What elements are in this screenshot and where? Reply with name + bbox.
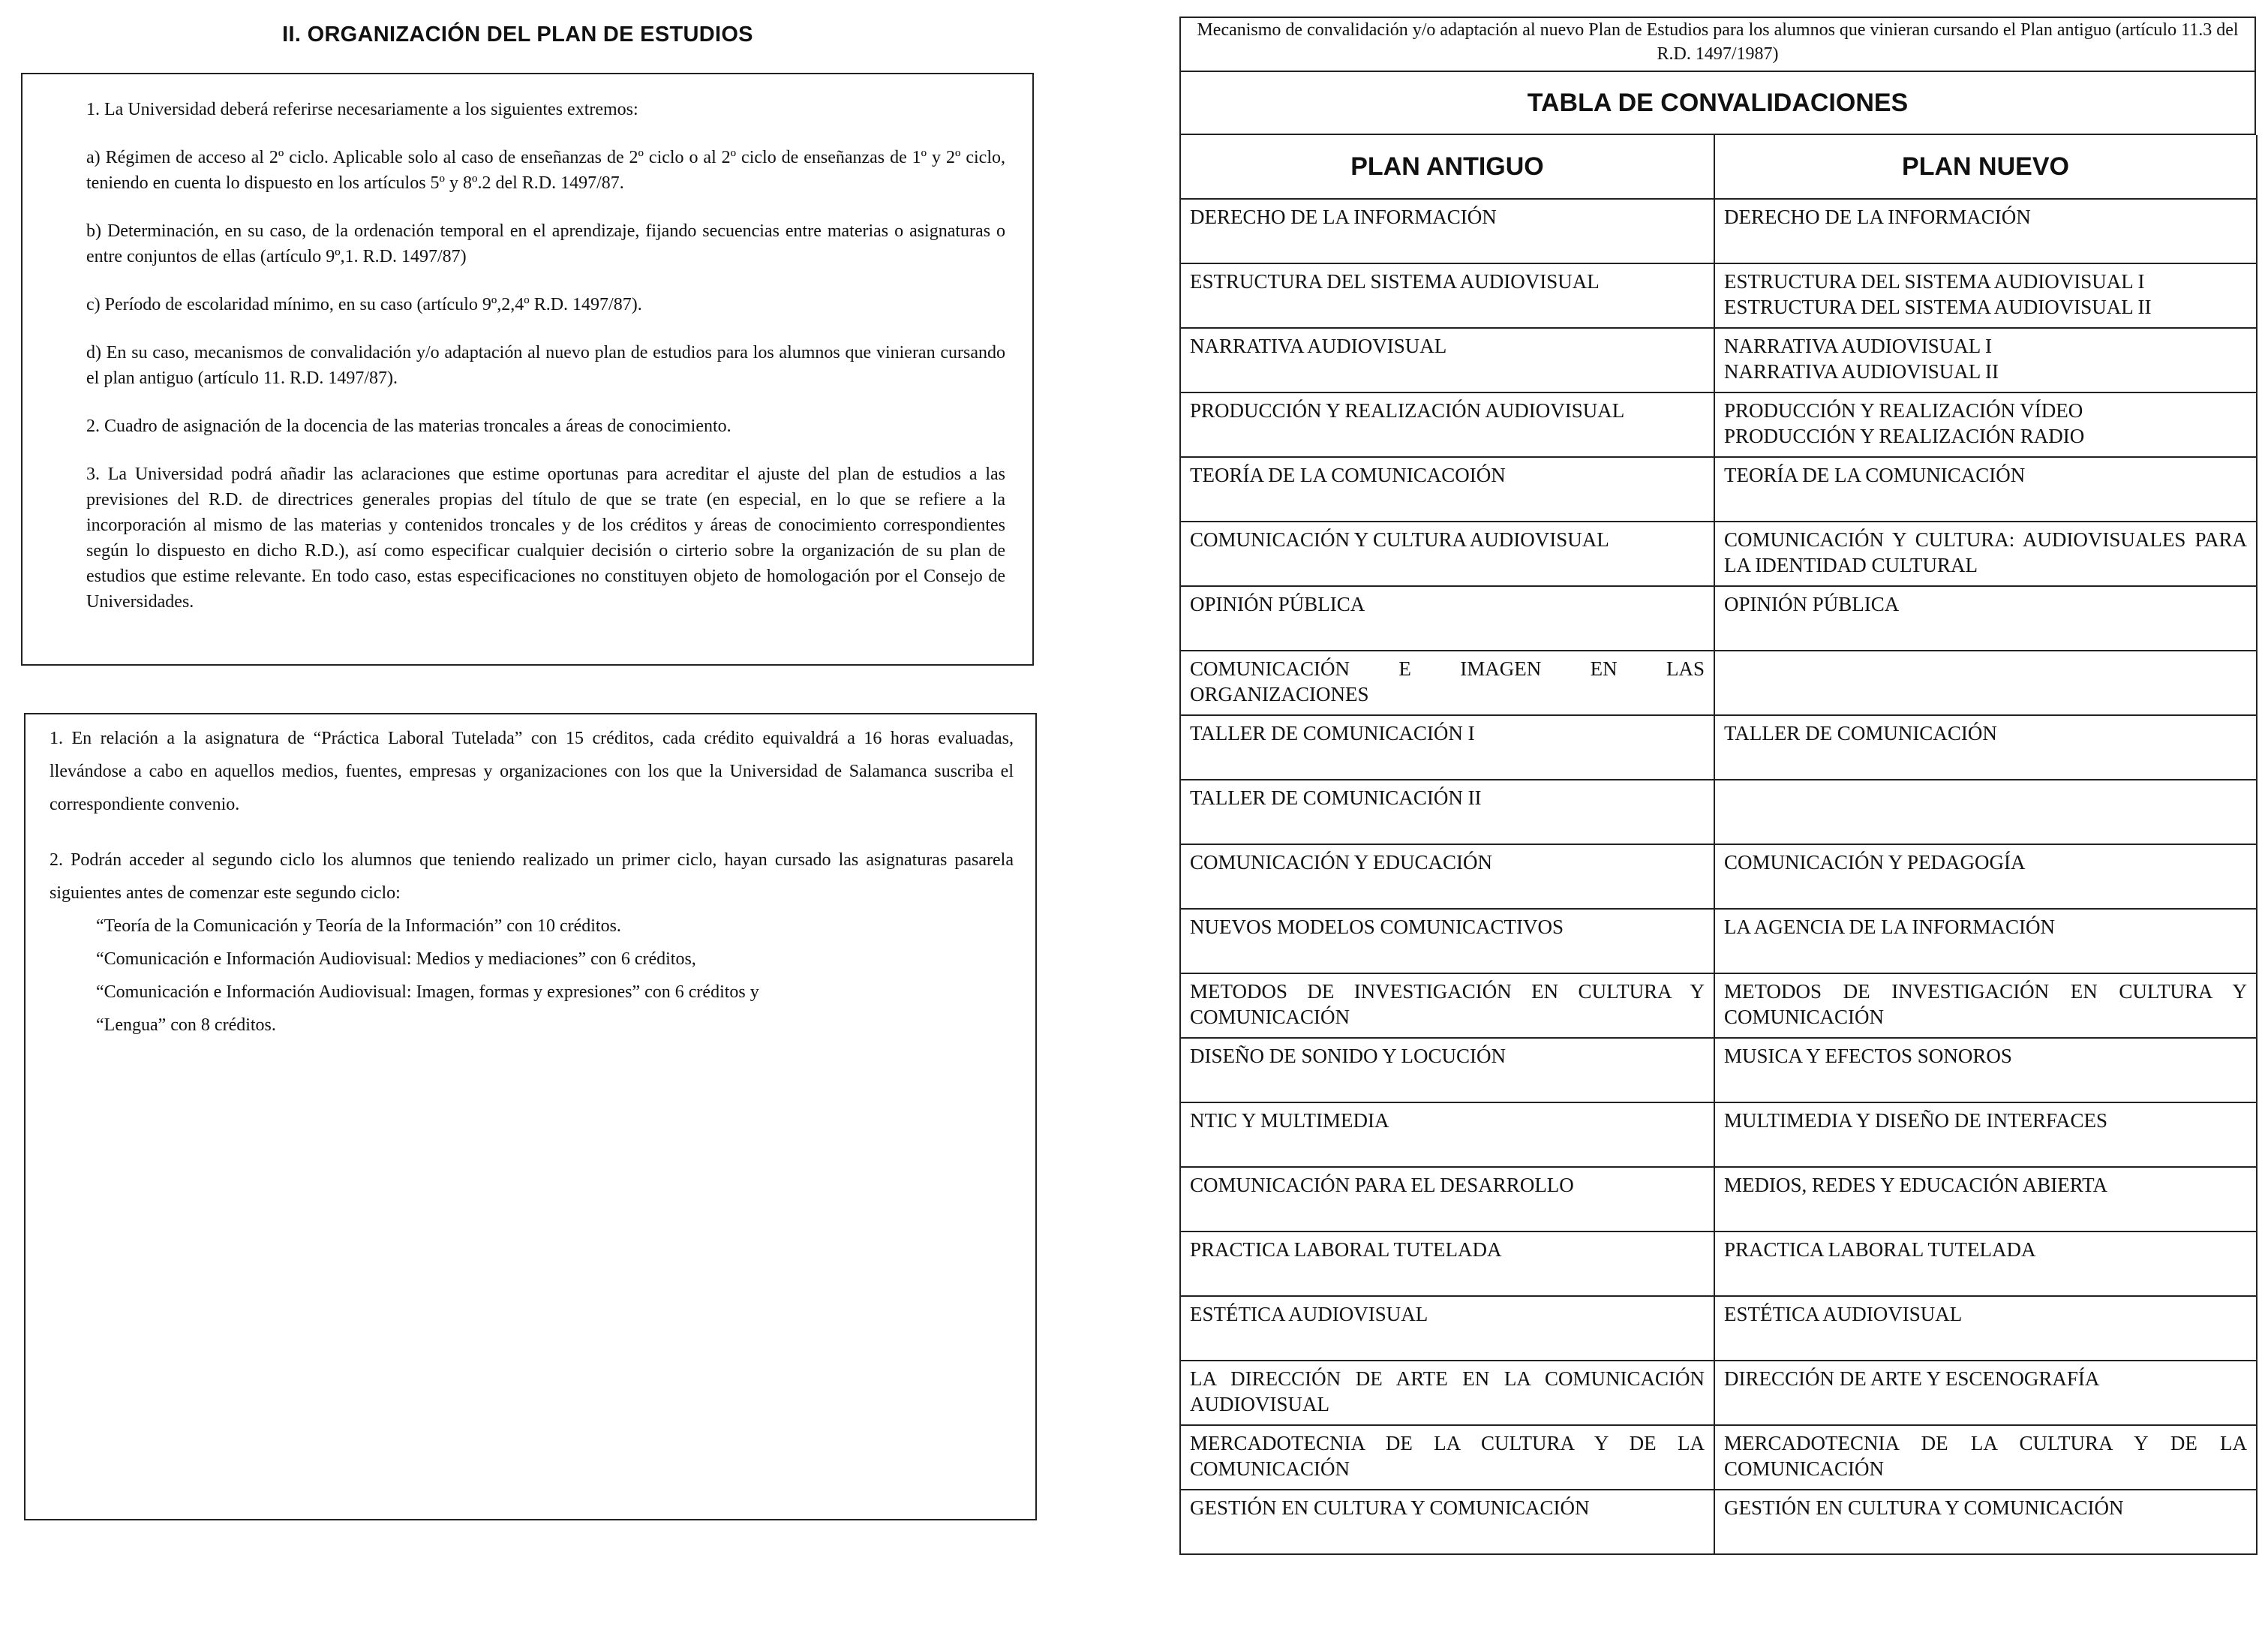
new-plan-cell: [1714, 1296, 2257, 1361]
old-plan-subject: NUEVOS MODELOS COMUNICACTIVOS: [1190, 916, 1564, 938]
table-row: [1180, 263, 2257, 328]
old-plan-cell: [1180, 1296, 1714, 1361]
new-plan-subject: MULTIMEDIA Y DISEÑO DE INTERFACES: [1724, 1109, 2107, 1132]
new-plan-subject: DIRECCIÓN DE ARTE Y ESCENOGRAFÍA: [1724, 1367, 2100, 1390]
old-plan-subject: TALLER DE COMUNICACIÓN II: [1190, 786, 1482, 809]
old-plan-subject: TEORÍA DE LA COMUNICACOIÓN: [1190, 464, 1506, 486]
instructions-item-a: a) Régimen de acceso al 2º ciclo. Aplicable solo al caso de enseñanzas de 2º ciclo o al 2º ciclo de enseñanzas de 1º y 2º ciclo, teniendo en cuenta lo dispuesto en los artículos 5º y 8º.2 del R.D. 1497/87.: [86, 148, 1005, 193]
table-row: [1180, 328, 2257, 392]
table-row: [1180, 651, 2257, 715]
new-plan-subject: OPINIÓN PÚBLICA: [1724, 593, 1900, 615]
old-plan-subject: ESTRUCTURA DEL SISTEMA AUDIOVISUAL: [1190, 270, 1600, 293]
old-plan-cell: [1180, 586, 1714, 651]
table-row: [1180, 1167, 2257, 1232]
new-plan-cell: [1714, 1361, 2257, 1425]
old-plan-cell: [1180, 1232, 1714, 1296]
new-plan-cell: [1714, 586, 2257, 651]
old-plan-cell: [1180, 780, 1714, 844]
new-plan-subject: PRODUCCIÓN Y REALIZACIÓN VÍDEO PRODUCCIÓN Y REALIZACIÓN RADIO: [1724, 399, 2085, 447]
old-plan-subject: TALLER DE COMUNICACIÓN I: [1190, 722, 1475, 744]
old-plan-subject: NARRATIVA AUDIOVISUAL: [1190, 335, 1447, 357]
old-plan-subject: COMUNICACIÓN PARA EL DESARROLLO: [1190, 1174, 1574, 1196]
table-row: [1180, 392, 2257, 457]
table-row: [1180, 715, 2257, 780]
table-row: [1180, 1425, 2257, 1490]
new-plan-subject: NARRATIVA AUDIOVISUAL I NARRATIVA AUDIOVISUAL II: [1724, 335, 1999, 383]
table-row: [1180, 522, 2257, 586]
new-plan-cell: [1714, 651, 2257, 715]
table-row: [1180, 973, 2257, 1038]
old-plan-cell: [1180, 199, 1714, 263]
new-plan-subject: MUSICA Y EFECTOS SONOROS: [1724, 1045, 2012, 1067]
old-plan-cell: [1180, 973, 1714, 1038]
new-plan-cell: [1714, 263, 2257, 328]
new-plan-subject: TALLER DE COMUNICACIÓN: [1724, 722, 1997, 744]
instructions-item-d: d) En su caso, mecanismos de convalidación y/o adaptación al nuevo plan de estudios para los alumnos que vinieran cursando el plan antiguo (artículo 11. R.D. 1497/87).: [86, 343, 1005, 388]
new-plan-cell: [1714, 1167, 2257, 1232]
new-plan-subject: PRACTICA LABORAL TUTELADA: [1724, 1238, 2036, 1261]
new-plan-cell: [1714, 909, 2257, 973]
instructions-item-2: 2. Cuadro de asignación de la docencia de las materias troncales a áreas de conocimiento.: [86, 417, 731, 436]
old-plan-cell: [1180, 522, 1714, 586]
new-plan-cell: [1714, 715, 2257, 780]
old-plan-subject: PRACTICA LABORAL TUTELADA: [1190, 1238, 1502, 1261]
new-plan-subject: DERECHO DE LA INFORMACIÓN: [1724, 206, 2031, 228]
list-item: “Comunicación e Información Audiovisual: Imagen, formas y expresiones” con 6 créditos y: [96, 982, 759, 1002]
instructions-intro: 1. La Universidad deberá referirse necesariamente a los siguientes extremos:: [86, 100, 638, 119]
old-plan-subject: COMUNICACIÓN E IMAGEN EN LAS ORGANIZACIONES: [1190, 657, 1705, 705]
old-plan-subject: COMUNICACIÓN Y EDUCACIÓN: [1190, 851, 1492, 874]
new-plan-subject: GESTIÓN EN CULTURA Y COMUNICACIÓN: [1724, 1496, 2124, 1519]
table-row: [1180, 780, 2257, 844]
old-plan-cell: [1180, 1490, 1714, 1554]
list-item: “Comunicación e Información Audiovisual: Medios y mediaciones” con 6 créditos,: [96, 949, 696, 969]
new-plan-cell: [1714, 328, 2257, 392]
old-plan-subject: LA DIRECCIÓN DE ARTE EN LA COMUNICACIÓN AUDIOVISUAL: [1190, 1367, 1705, 1415]
new-plan-cell: [1714, 1102, 2257, 1167]
section-heading: II. ORGANIZACIÓN DEL PLAN DE ESTUDIOS: [282, 23, 753, 47]
table-row: [1180, 586, 2257, 651]
list-item: “Lengua” con 8 créditos.: [96, 1015, 276, 1035]
table-row: [1180, 1038, 2257, 1102]
new-plan-subject: MERCADOTECNIA DE LA CULTURA Y DE LA COMUNICACIÓN: [1724, 1432, 2247, 1480]
table-row: [1180, 199, 2257, 263]
old-plan-cell: [1180, 715, 1714, 780]
old-plan-subject: OPINIÓN PÚBLICA: [1190, 593, 1365, 615]
old-plan-cell: [1180, 909, 1714, 973]
table-title: TABLA DE CONVALIDACIONES: [1179, 71, 2256, 135]
old-plan-subject: ESTÉTICA AUDIOVISUAL: [1190, 1303, 1428, 1325]
convalidation-table-panel: [1179, 17, 2256, 1622]
new-plan-subject: COMUNICACIÓN Y PEDAGOGÍA: [1724, 851, 2026, 874]
old-plan-cell: [1180, 1167, 1714, 1232]
old-plan-cell: [1180, 651, 1714, 715]
new-plan-cell: [1714, 1232, 2257, 1296]
table-row: [1180, 1296, 2257, 1361]
instructions-box: [21, 73, 1034, 666]
column-header-new-plan: PLAN NUEVO: [1714, 135, 2257, 199]
new-plan-subject: METODOS DE INVESTIGACIÓN EN CULTURA Y COMUNICACIÓN: [1724, 980, 2247, 1028]
old-plan-subject: NTIC Y MULTIMEDIA: [1190, 1109, 1389, 1132]
old-plan-cell: [1180, 457, 1714, 522]
new-plan-cell: [1714, 1490, 2257, 1554]
old-plan-cell: [1180, 1425, 1714, 1490]
new-plan-subject: COMUNICACIÓN Y CULTURA: AUDIOVISUALES PARA LA IDENTIDAD CULTURAL: [1724, 528, 2247, 576]
new-plan-subject: ESTRUCTURA DEL SISTEMA AUDIOVISUAL I ESTRUCTURA DEL SISTEMA AUDIOVISUAL II: [1724, 270, 2152, 318]
old-plan-cell: [1180, 263, 1714, 328]
new-plan-subject: TEORÍA DE LA COMUNICACIÓN: [1724, 464, 2026, 486]
new-plan-subject: MEDIOS, REDES Y EDUCACIÓN ABIERTA: [1724, 1174, 2107, 1196]
new-plan-subject: ESTÉTICA AUDIOVISUAL: [1724, 1303, 1963, 1325]
new-plan-cell: [1714, 1038, 2257, 1102]
new-plan-cell: [1714, 522, 2257, 586]
new-plan-cell: [1714, 457, 2257, 522]
column-header-old-plan: PLAN ANTIGUO: [1180, 135, 1714, 199]
table-row: [1180, 457, 2257, 522]
old-plan-cell: [1180, 1038, 1714, 1102]
old-plan-cell: [1180, 328, 1714, 392]
old-plan-cell: [1180, 392, 1714, 457]
new-plan-cell: [1714, 780, 2257, 844]
new-plan-subject: LA AGENCIA DE LA INFORMACIÓN: [1724, 916, 2056, 938]
old-plan-cell: [1180, 1361, 1714, 1425]
old-plan-subject: DISEÑO DE SONIDO Y LOCUCIÓN: [1190, 1045, 1506, 1067]
instructions-item-c: c) Período de escolaridad mínimo, en su caso (artículo 9º,2,4º R.D. 1497/87).: [86, 295, 642, 314]
table-row: [1180, 1490, 2257, 1554]
table-row: [1180, 1102, 2257, 1167]
old-plan-subject: DERECHO DE LA INFORMACIÓN: [1190, 206, 1497, 228]
note-acceso: 2. Podrán acceder al segundo ciclo los alumnos que teniendo realizado un primer ciclo, hayan cursado las asignaturas pasarela siguientes antes de comenzar este segundo ciclo:: [50, 850, 1014, 903]
table-row: [1180, 909, 2257, 973]
table-header-row: [1180, 135, 2257, 199]
new-plan-cell: [1714, 844, 2257, 909]
list-item: “Teoría de la Comunicación y Teoría de la Información” con 10 créditos.: [96, 916, 621, 936]
instructions-item-3: 3. La Universidad podrá añadir las aclaraciones que estime oportunas para acreditar el ajuste del plan de estudios a las previsiones del R.D. de directrices generales propias del título de que se trate (en especial, en lo que se refiere a la incorporación al mismo de las materias y contenidos troncales y de los créditos y áreas de conocimiento correspondientes según lo dispuesto en dicho R.D.), así como especificar cualquier decisión o cirterio sobre la organización de su plan de estudios que estime relevante. En todo caso, estas especificaciones no constituyen objeto de homologación por el Consejo de Universidades.: [86, 465, 1005, 612]
old-plan-cell: [1180, 1102, 1714, 1167]
new-plan-cell: [1714, 1425, 2257, 1490]
old-plan-subject: MERCADOTECNIA DE LA CULTURA Y DE LA COMUNICACIÓN: [1190, 1432, 1705, 1480]
mechanism-caption: Mecanismo de convalidación y/o adaptación al nuevo Plan de Estudios para los alumnos que vinieran cursando el Plan antiguo (artículo 11.3 del R.D. 1497/1987): [1179, 17, 2256, 71]
new-plan-cell: [1714, 392, 2257, 457]
old-plan-subject: PRODUCCIÓN Y REALIZACIÓN AUDIOVISUAL: [1190, 399, 1625, 422]
old-plan-subject: COMUNICACIÓN Y CULTURA AUDIOVISUAL: [1190, 528, 1609, 551]
new-plan-cell: [1714, 199, 2257, 263]
old-plan-subject: GESTIÓN EN CULTURA Y COMUNICACIÓN: [1190, 1496, 1590, 1519]
old-plan-cell: [1180, 844, 1714, 909]
table-row: [1180, 1361, 2257, 1425]
table-row: [1180, 1232, 2257, 1296]
note-practica: 1. En relación a la asignatura de “Práctica Laboral Tutelada” con 15 créditos, cada crédito equivaldrá a 16 horas evaluadas, llevándose a cabo en aquellos medios, fuentes, empresas y organizaciones con los que la Universidad de Salamanca suscriba el correspondiente convenio.: [50, 729, 1014, 814]
convalidation-table: [1179, 135, 2257, 1555]
instructions-item-b: b) Determinación, en su caso, de la ordenación temporal en el aprendizaje, fijando secuencias entre materias o asignaturas o entre conjuntos de ellas (artículo 9º,1. R.D. 1497/87): [86, 221, 1005, 266]
notes-box: [24, 713, 1037, 1520]
new-plan-cell: [1714, 973, 2257, 1038]
bridge-courses-list: [96, 910, 1014, 1042]
table-row: [1180, 844, 2257, 909]
old-plan-subject: METODOS DE INVESTIGACIÓN EN CULTURA Y COMUNICACIÓN: [1190, 980, 1705, 1028]
